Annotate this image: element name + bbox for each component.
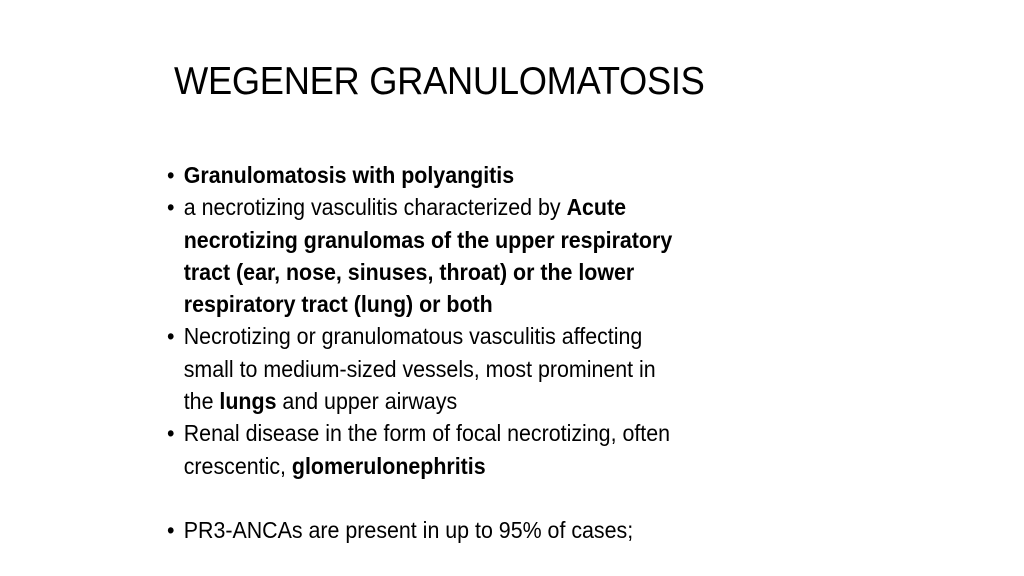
bullet-item [167,417,825,482]
slide-title: WEGENER GRANULOMATOSIS [174,60,705,103]
bullet-dot: • [167,162,175,188]
bullet-text: a necrotizing vasculitis characterized by [183,194,567,221]
bullet-text: Necrotizing or granulomatous vasculitis affecting [183,323,643,350]
bullet-text: crescentic, [183,452,292,479]
bullet-bold-text: Granulomatosis with polyangitis [183,162,515,188]
bullet-dot: • [167,420,175,447]
bullet-text: PR3-ANCAs are present in up to 95% of cases; [183,516,634,543]
bullet-bold-text: Acute [566,194,626,221]
bullet-item [167,320,825,417]
bullet-bold-text: glomerulonephritis [291,452,486,479]
bullet-text: the [183,388,220,415]
bullet-dot: • [167,323,175,350]
bullet-bold-text: respiratory tract (lung) or both [183,291,493,318]
bullet-list [167,159,847,546]
bullet-dot: • [167,516,175,543]
bullet-dot: • [167,194,175,221]
bullet-item [167,191,825,320]
bullet-bold-text: lungs [219,388,277,415]
bullet-text: and upper airways [276,388,458,415]
bullet-item [167,159,825,191]
bullet-bold-text: tract (ear, nose, sinuses, throat) or the lower [183,258,635,285]
bullet-text: Renal disease in the form of focal necrotizing, often [183,420,671,447]
bullet-text: small to medium-sized vessels, most prominent in [183,355,656,382]
bullet-bold-text: necrotizing granulomas of the upper respiratory [183,226,673,253]
bullet-item [167,514,825,546]
